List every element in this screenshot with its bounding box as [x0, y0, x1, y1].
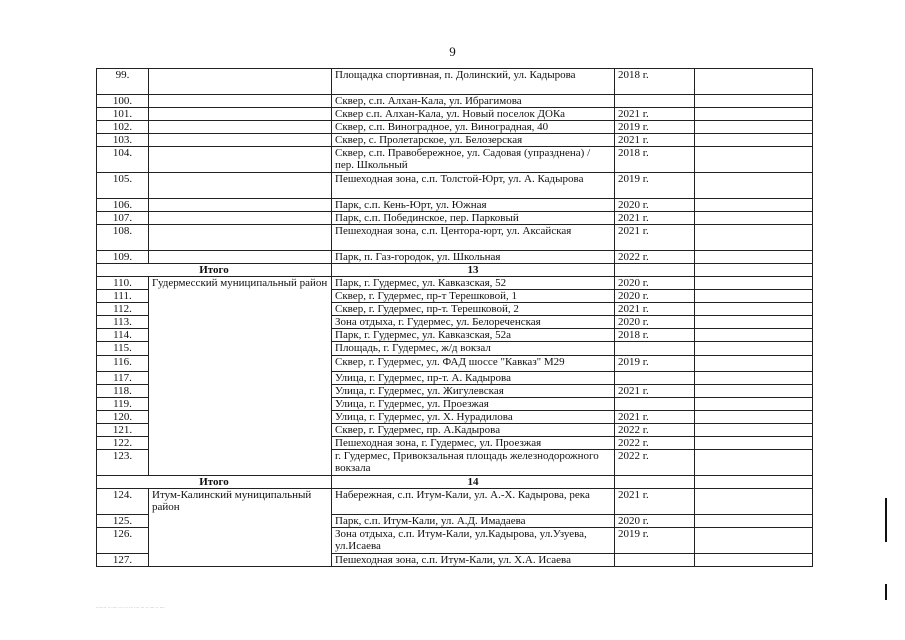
row-number: 105. [97, 173, 149, 199]
empty-cell [695, 329, 813, 342]
total-value: 14 [332, 476, 615, 489]
object-name: Площадка спортивная, п. Долинский, ул. Кадырова [332, 69, 615, 95]
object-name: Зона отдыха, г. Гудермес, ул. Белореченская [332, 316, 615, 329]
object-name: Парк, г. Гудермес, ул. Кавказская, 52 [332, 277, 615, 290]
row-number: 126. [97, 528, 149, 554]
object-name: Сквер с.п. Алхан-Кала, ул. Новый поселок ДОКа [332, 108, 615, 121]
empty-cell [695, 212, 813, 225]
empty-cell [695, 95, 813, 108]
row-number: 117. [97, 372, 149, 385]
object-name: Пешеходная зона, с.п. Итум-Кали, ул. Х.А. Исаева [332, 554, 615, 567]
table-row [97, 147, 813, 173]
year: 2021 г. [615, 411, 695, 424]
year: 2019 г. [615, 356, 695, 372]
district-cell [149, 95, 332, 108]
year: 2020 г. [615, 290, 695, 303]
empty-cell [695, 225, 813, 251]
total-row [97, 264, 813, 277]
table-row [97, 69, 813, 95]
object-name: Площадь, г. Гудермес, ж/д вокзал [332, 342, 615, 356]
object-name: Сквер, с.п. Алхан-Кала, ул. Ибрагимова [332, 95, 615, 108]
row-number: 107. [97, 212, 149, 225]
empty-cell [695, 251, 813, 264]
empty-cell [695, 121, 813, 134]
row-number: 100. [97, 95, 149, 108]
district-cell [149, 212, 332, 225]
empty-cell [695, 476, 813, 489]
total-row [97, 476, 813, 489]
year: 2021 г. [615, 385, 695, 398]
empty-cell [695, 489, 813, 515]
empty-cell [695, 173, 813, 199]
empty-cell [695, 264, 813, 277]
object-name: г. Гудермес, Привокзальная площадь железнодорожного вокзала [332, 450, 615, 476]
table-row [97, 108, 813, 121]
object-name: Пешеходная зона, г. Гудермес, ул. Проезжая [332, 437, 615, 450]
row-number: 101. [97, 108, 149, 121]
empty-cell [695, 515, 813, 528]
object-name: Улица, г. Гудермес, ул. Проезжая [332, 398, 615, 411]
empty-cell [695, 528, 813, 554]
row-number: 114. [97, 329, 149, 342]
page-number: 9 [449, 44, 456, 59]
district-name: Гудермесский муниципальный район [149, 277, 332, 476]
object-name: Парк, с.п. Кень-Юрт, ул. Южная [332, 199, 615, 212]
scan-mark [885, 584, 887, 600]
district-cell [149, 121, 332, 134]
footer-note: ········ ·· ····· ···· ·· ··· ···· ··· ·· ···· ·· ···· [96, 605, 165, 610]
row-number: 113. [97, 316, 149, 329]
empty-cell [695, 437, 813, 450]
year: 2022 г. [615, 437, 695, 450]
object-name: Сквер, с. Пролетарское, ул. Белозерская [332, 134, 615, 147]
year: 2020 г. [615, 199, 695, 212]
empty-cell [695, 385, 813, 398]
year [615, 95, 695, 108]
empty-cell [695, 108, 813, 121]
year [615, 398, 695, 411]
empty-cell [695, 450, 813, 476]
row-number: 115. [97, 342, 149, 356]
row-number: 120. [97, 411, 149, 424]
object-name: Зона отдыха, с.п. Итум-Кали, ул.Кадырова, ул.Узуева, ул.Исаева [332, 528, 615, 554]
empty-cell [695, 290, 813, 303]
year: 2022 г. [615, 424, 695, 437]
objects-table [96, 68, 813, 567]
object-name: Пешеходная зона, с.п. Толстой-Юрт, ул. А. Кадырова [332, 173, 615, 199]
object-name: Парк, с.п. Побединское, пер. Парковый [332, 212, 615, 225]
table-row [97, 199, 813, 212]
row-number: 121. [97, 424, 149, 437]
empty-cell [695, 134, 813, 147]
table-row [97, 277, 813, 290]
object-name: Парк, с.п. Итум-Кали, ул. А.Д. Имадаева [332, 515, 615, 528]
row-number: 103. [97, 134, 149, 147]
object-name: Набережная, с.п. Итум-Кали, ул. А.-Х. Кадырова, река [332, 489, 615, 515]
object-name: Сквер, г. Гудермес, пр. А.Кадырова [332, 424, 615, 437]
scan-mark [885, 498, 887, 542]
empty-cell [695, 199, 813, 212]
empty-cell [695, 356, 813, 372]
district-cell [149, 173, 332, 199]
empty-cell [695, 372, 813, 385]
year: 2019 г. [615, 528, 695, 554]
row-number: 110. [97, 277, 149, 290]
empty-cell [695, 554, 813, 567]
row-number: 125. [97, 515, 149, 528]
district-cell [149, 108, 332, 121]
year: 2021 г. [615, 134, 695, 147]
table-row [97, 251, 813, 264]
object-name: Сквер, г. Гудермес, пр-т. Терешковой, 2 [332, 303, 615, 316]
object-name: Улица, г. Гудермес, ул. Х. Нурадилова [332, 411, 615, 424]
row-number: 106. [97, 199, 149, 212]
year [615, 372, 695, 385]
empty-cell [695, 316, 813, 329]
row-number: 118. [97, 385, 149, 398]
total-value: 13 [332, 264, 615, 277]
row-number: 124. [97, 489, 149, 515]
year: 2021 г. [615, 225, 695, 251]
year: 2019 г. [615, 173, 695, 199]
row-number: 104. [97, 147, 149, 173]
object-name: Сквер, с.п. Виноградное, ул. Виноградная, 40 [332, 121, 615, 134]
row-number: 99. [97, 69, 149, 95]
table-row [97, 121, 813, 134]
empty-cell [695, 147, 813, 173]
row-number: 111. [97, 290, 149, 303]
empty-cell [695, 342, 813, 356]
row-number: 109. [97, 251, 149, 264]
row-number: 112. [97, 303, 149, 316]
row-number: 119. [97, 398, 149, 411]
table-row [97, 95, 813, 108]
district-cell [149, 251, 332, 264]
empty-cell [695, 303, 813, 316]
total-label: Итого [97, 264, 332, 277]
year: 2020 г. [615, 316, 695, 329]
object-name: Улица, г. Гудермес, ул. Жигулевская [332, 385, 615, 398]
year [615, 342, 695, 356]
object-name: Улица, г. Гудермес, пр-т. А. Кадырова [332, 372, 615, 385]
empty-cell [695, 424, 813, 437]
year: 2018 г. [615, 69, 695, 95]
object-name: Сквер, г. Гудермес, пр-т Терешковой, 1 [332, 290, 615, 303]
empty-cell [615, 476, 695, 489]
object-name: Пешеходная зона, с.п. Центора-юрт, ул. Аксайская [332, 225, 615, 251]
district-cell [149, 199, 332, 212]
row-number: 122. [97, 437, 149, 450]
year: 2018 г. [615, 147, 695, 173]
year: 2021 г. [615, 212, 695, 225]
total-label: Итого [97, 476, 332, 489]
year: 2022 г. [615, 251, 695, 264]
table-row [97, 489, 813, 515]
object-name: Парк, г. Гудермес, ул. Кавказская, 52а [332, 329, 615, 342]
year [615, 554, 695, 567]
empty-cell [695, 411, 813, 424]
year: 2021 г. [615, 303, 695, 316]
year: 2021 г. [615, 108, 695, 121]
empty-cell [695, 398, 813, 411]
year: 2020 г. [615, 515, 695, 528]
year: 2021 г. [615, 489, 695, 515]
year: 2020 г. [615, 277, 695, 290]
district-cell [149, 69, 332, 95]
district-cell [149, 147, 332, 173]
row-number: 127. [97, 554, 149, 567]
year: 2019 г. [615, 121, 695, 134]
district-cell [149, 134, 332, 147]
row-number: 102. [97, 121, 149, 134]
table-row [97, 212, 813, 225]
table-row [97, 173, 813, 199]
object-name: Сквер, с.п. Правобережное, ул. Садовая (упразднена) / пер. Школьный [332, 147, 615, 173]
table-row [97, 134, 813, 147]
empty-cell [695, 69, 813, 95]
row-number: 108. [97, 225, 149, 251]
object-name: Парк, п. Газ-городок, ул. Школьная [332, 251, 615, 264]
district-name: Итум-Калинский муниципальный район [149, 489, 332, 567]
object-name: Сквер, г. Гудермес, ул. ФАД шоссе "Кавказ" М29 [332, 356, 615, 372]
empty-cell [695, 277, 813, 290]
row-number: 116. [97, 356, 149, 372]
empty-cell [615, 264, 695, 277]
year: 2018 г. [615, 329, 695, 342]
table-row [97, 225, 813, 251]
district-cell [149, 225, 332, 251]
year: 2022 г. [615, 450, 695, 476]
row-number: 123. [97, 450, 149, 476]
